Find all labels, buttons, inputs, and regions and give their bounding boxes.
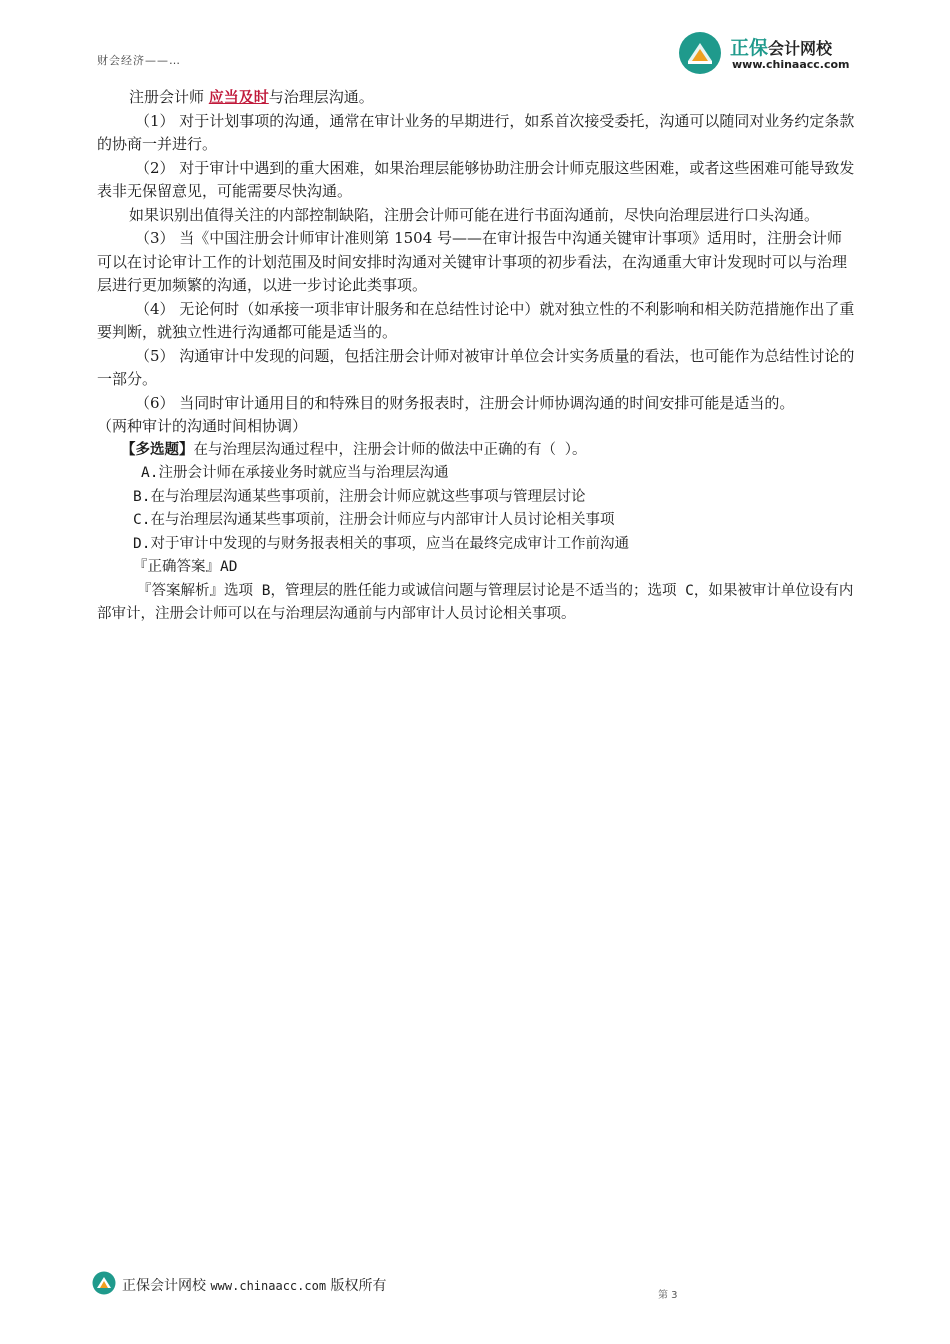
paragraph-6b: （两种审计的沟通时间相协调） [97,417,308,435]
brand-main: 正保 [730,37,769,59]
highlight-term: 应当及时 [208,88,269,106]
option-d: D.对于审计中发现的与财务报表相关的事项，应当在最终完成审计工作前沟通 [133,535,629,552]
option-b: B.在与治理层沟通某些事项前，注册会计师应就这些事项与管理层讨论 [133,488,586,505]
brand-sub: 会计网校 [768,39,833,58]
footer-brand: 正保会计网校 [122,1278,206,1294]
question-tag: 【多选题】 [121,441,194,458]
footer-url: www.chinaacc.com [210,1279,327,1293]
correct-answer: 『正确答案』AD [133,559,238,575]
footer-logo-icon [92,1271,116,1295]
brand-logo[interactable] [678,31,858,75]
question-stem: 【多选题】在与治理层沟通过程中，注册会计师的做法中正确的有（ ）。 [121,441,587,458]
logo-emblem-icon [678,31,722,75]
paragraph-5: （5） 沟通审计中发现的问题，包括注册会计师对被审计单位会计实务质量的看法，也可能作为总结性讨论的一部分。 [97,346,855,388]
footer-text [122,1275,387,1295]
page-number: 第 3 [658,1290,678,1301]
paragraph-2b: 如果识别出值得关注的内部控制缺陷，注册会计师可能在进行书面沟通前，尽快向治理层进行口头沟通。 [129,205,820,224]
footer-rights: 版权所有 [330,1278,387,1294]
paragraph-3: （3） 当《中国注册会计师审计准则第 1504 号——在审计报告中沟通关键审计事项》适用时，注册会计师可以在讨论审计工作的计划范围及时间安排时沟通对关键审计事项的初步看法，在沟通重大审计发现时可以与治理层进行更加频繁的沟通，以进一步讨论此类事项。 [97,229,848,294]
answer-analysis: 『答案解析』选项 B，管理层的胜任能力或诚信问题与管理层讨论是不适当的；选项 C，如果被审计单位设有内部审计，注册会计师可以在与治理层沟通前与内部审计人员讨论相关事项。 [97,582,854,622]
option-a: A.注册会计师在承接业务时就应当与治理层沟通 [141,465,449,481]
intro-paragraph: 注册会计师 应当及时与治理层沟通。 [129,88,374,106]
paragraph-2: （2） 对于审计中遇到的重大困难，如果治理层能够协助注册会计师克服这些困难，或者这些困难可能导致发表非无保留意见，可能需要尽快沟通。 [97,158,855,200]
header-breadcrumb: 财会经济——… [97,54,181,67]
brand-name [730,33,832,60]
paragraph-1: （1） 对于计划事项的沟通，通常在审计业务的早期进行，如系首次接受委托，沟通可以随同对业务约定条款的协商一并进行。 [97,111,855,153]
brand-url: www.chinaacc.com [732,58,850,71]
option-c: C.在与治理层沟通某些事项前，注册会计师应与内部审计人员讨论相关事项 [133,512,615,528]
paragraph-6: （6） 当同时审计通用目的和特殊目的财务报表时，注册会计师协调沟通的时间安排可能是适当的。 [135,393,795,412]
paragraph-4: （4） 无论何时（如承接一项非审计服务和在总结性讨论中）就对独立性的不利影响和相关防范措施作出了重要判断，就独立性进行沟通都可能是适当的。 [97,299,855,341]
document-body [97,86,857,627]
